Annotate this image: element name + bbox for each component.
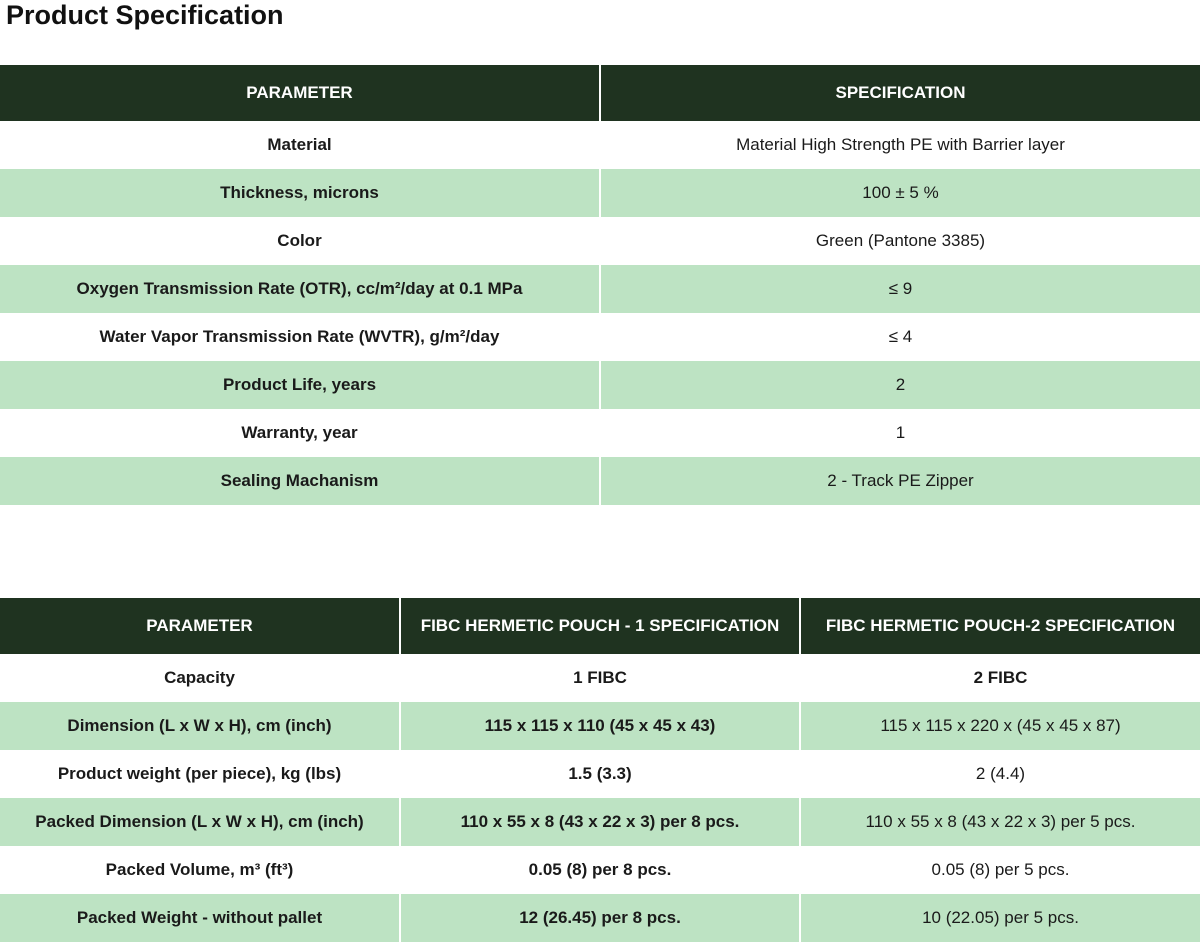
pouch-1-cell: 1.5 (3.3)	[400, 750, 800, 798]
parameter-cell: Product Life, years	[0, 361, 600, 409]
pouch-1-cell: 1 FIBC	[400, 654, 800, 702]
pouch-2-cell: 2 FIBC	[800, 654, 1200, 702]
table-header-row	[0, 598, 1200, 654]
parameter-cell: Product weight (per piece), kg (lbs)	[0, 750, 400, 798]
specification-cell: ≤ 9	[600, 265, 1200, 313]
parameter-cell: Capacity	[0, 654, 400, 702]
specification-cell: Material High Strength PE with Barrier layer	[600, 121, 1200, 169]
column-header-specification: SPECIFICATION	[600, 65, 1200, 121]
parameter-cell: Water Vapor Transmission Rate (WVTR), g/m²/day	[0, 313, 600, 361]
spec-table	[0, 65, 1200, 505]
table-row	[0, 457, 1200, 505]
table-row	[0, 265, 1200, 313]
page-title: Product Specification	[6, 0, 284, 30]
table-row	[0, 702, 1200, 750]
pouch-2-cell: 10 (22.05) per 5 pcs.	[800, 894, 1200, 942]
parameter-cell: Dimension (L x W x H), cm (inch)	[0, 702, 400, 750]
column-header-parameter: PARAMETER	[0, 598, 400, 654]
pouch-spec-table	[0, 598, 1200, 942]
parameter-cell: Packed Dimension (L x W x H), cm (inch)	[0, 798, 400, 846]
pouch-1-cell: 115 x 115 x 110 (45 x 45 x 43)	[400, 702, 800, 750]
parameter-cell: Packed Weight - without pallet	[0, 894, 400, 942]
specification-cell: 2	[600, 361, 1200, 409]
pouch-1-cell: 0.05 (8) per 8 pcs.	[400, 846, 800, 894]
specification-cell: ≤ 4	[600, 313, 1200, 361]
column-header-pouch-1: FIBC HERMETIC POUCH - 1 SPECIFICATION	[400, 598, 800, 654]
pouch-2-cell: 0.05 (8) per 5 pcs.	[800, 846, 1200, 894]
table-row	[0, 313, 1200, 361]
table-row	[0, 654, 1200, 702]
pouch-2-cell: 110 x 55 x 8 (43 x 22 x 3) per 5 pcs.	[800, 798, 1200, 846]
parameter-cell: Oxygen Transmission Rate (OTR), cc/m²/day at 0.1 MPa	[0, 265, 600, 313]
table-header-row	[0, 65, 1200, 121]
column-header-parameter: PARAMETER	[0, 65, 600, 121]
parameter-cell: Color	[0, 217, 600, 265]
table-row	[0, 894, 1200, 942]
specification-cell: 100 ± 5 %	[600, 169, 1200, 217]
pouch-2-cell: 2 (4.4)	[800, 750, 1200, 798]
parameter-cell: Packed Volume, m³ (ft³)	[0, 846, 400, 894]
parameter-cell: Sealing Machanism	[0, 457, 600, 505]
pouch-1-cell: 110 x 55 x 8 (43 x 22 x 3) per 8 pcs.	[400, 798, 800, 846]
specification-cell: Green (Pantone 3385)	[600, 217, 1200, 265]
table-row	[0, 750, 1200, 798]
table-row	[0, 217, 1200, 265]
parameter-cell: Warranty, year	[0, 409, 600, 457]
table-row	[0, 169, 1200, 217]
table-row	[0, 798, 1200, 846]
specification-cell: 1	[600, 409, 1200, 457]
pouch-2-cell: 115 x 115 x 220 x (45 x 45 x 87)	[800, 702, 1200, 750]
specification-cell: 2 - Track PE Zipper	[600, 457, 1200, 505]
pouch-1-cell: 12 (26.45) per 8 pcs.	[400, 894, 800, 942]
table-row	[0, 846, 1200, 894]
parameter-cell: Material	[0, 121, 600, 169]
column-header-pouch-2: FIBC HERMETIC POUCH-2 SPECIFICATION	[800, 598, 1200, 654]
table-row	[0, 361, 1200, 409]
table-row	[0, 121, 1200, 169]
parameter-cell: Thickness, microns	[0, 169, 600, 217]
table-row	[0, 409, 1200, 457]
